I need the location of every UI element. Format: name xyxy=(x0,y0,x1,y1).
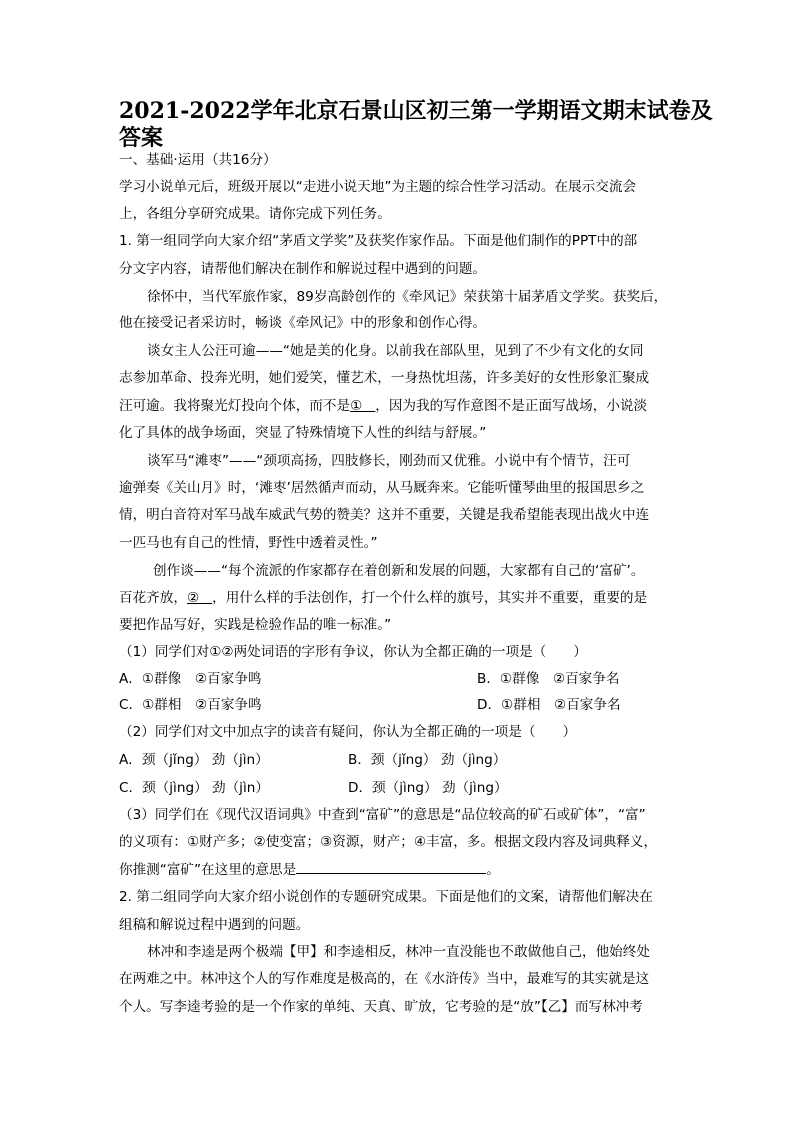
paragraph-line: 逾弹奏《关山月》时，‘滩枣’居然循声而动，从马厩奔来。它能听懂琴曲里的报国思乡之 xyxy=(119,480,645,496)
option-a: A．颈（jǐng） 劲（jìn） xyxy=(119,752,269,768)
paragraph-line xyxy=(119,397,647,415)
text-segment: ，因为我的写作意图不是正面写战场，小说淡 xyxy=(375,398,648,414)
subquestion-2-stem: （2）同学们对文中加点字的读音有疑问，你认为全都正确的一项是（ ） xyxy=(119,724,577,740)
subquestion-3-line xyxy=(119,861,500,879)
option-c: C．颈（jìng） 劲（jìn） xyxy=(119,780,269,796)
paragraph-line: 谈军马“滩枣”——“颈项高扬，四肢修长，刚劲而又优雅。小说中有个情节，汪可 xyxy=(147,453,631,469)
text-segment: 汪可逾。我将聚光灯投向个体，而不是 xyxy=(119,398,351,414)
paragraph-line: 化了具体的战争场面，突显了特殊情境下人性的纠结与舒展。” xyxy=(119,425,487,441)
option-d: D．①群相 ②百家争名 xyxy=(477,697,621,713)
option-b: B．①群像 ②百家争名 xyxy=(477,671,620,687)
intro-line: 学习小说单元后，班级开展以“走进小说天地”为主题的综合性学习活动。在展示交流会 xyxy=(119,179,637,195)
text-segment: 。 xyxy=(486,862,500,878)
document-title-line2: 答案 xyxy=(119,125,164,151)
option-line xyxy=(119,670,620,688)
paragraph-line: 在两难之中。林冲这个人的写作难度是极高的，在《水浒传》当中，最难写的其实就是这 xyxy=(119,971,650,987)
question-2-stem: 组稿和解说过程中遇到的问题。 xyxy=(119,917,310,933)
subquestion-3-line: 的义项有：①财产多；②使变富；③资源，财产；④丰富，多。根据文段内容及词典释义， xyxy=(119,834,658,850)
subquestion-3-line: （3）同学们在《现代汉语词典》中查到“富矿”的意思是“品位较高的矿石或矿体”，“富” xyxy=(119,807,646,823)
paragraph-line: 谈女主人公汪可逾——“她是美的化身。以前我在部队里，见到了不少有文化的女同 xyxy=(147,343,644,359)
option-line xyxy=(119,779,508,797)
option-line xyxy=(119,751,507,769)
section-heading: 一、基础·运用（共16分） xyxy=(119,152,277,168)
option-a: A．①群像 ②百家争鸣 xyxy=(119,671,262,687)
paragraph-line: 一匹马也有自己的性情，野性中透着灵性。” xyxy=(119,535,378,551)
document-title-line1: 2021-2022学年北京石景山区初三第一学期语文期末试卷及 xyxy=(119,98,713,124)
paragraph-line: 志参加革命、投奔光明，她们爱笑，懂艺术，一身热忱坦荡，许多美好的女性形象汇聚成 xyxy=(119,370,650,386)
text-segment: 百花齐放， xyxy=(119,590,187,606)
answer-blank xyxy=(296,861,486,874)
paragraph-line: 个人。写李逵考验的是一个作家的单纯、天真、旷放，它考验的是“放”【乙】而写林冲考 xyxy=(119,999,643,1015)
blank-1: ① xyxy=(350,398,376,414)
paragraph-line: 要把作品写好，实践是检验作品的唯一标准。” xyxy=(119,617,392,633)
option-d: D．颈（jìng） 劲（jìng） xyxy=(348,780,508,796)
question-1-stem: 1. 第一组同学向大家介绍“茅盾文学奖”及获奖作家作品。下面是他们制作的PPT中的部 xyxy=(119,233,638,249)
blank-2: ② xyxy=(186,590,213,606)
option-c: C．①群相 ②百家争鸣 xyxy=(119,697,262,713)
paragraph-line: 情，明白音符对军马战车威武气势的赞美？这并不重要，关键是我希望能表现出战火中连 xyxy=(119,507,650,523)
option-b: B．颈（jǐng） 劲（jìng） xyxy=(348,752,507,768)
intro-line: 上，各组分享研究成果。请你完成下列任务。 xyxy=(119,206,391,222)
text-segment: ，用什么样的手法创作，打一个什么样的旗号，其实并不重要，重要的是 xyxy=(212,590,648,606)
paragraph-line: 徐怀中，当代军旅作家，89岁高龄创作的《牵风记》荣获第十届茅盾文学奖。获奖后， xyxy=(147,289,668,305)
paragraph-line: 他在接受记者采访时，畅谈《牵风记》中的形象和创作心得。 xyxy=(119,315,487,331)
text-segment: 你推测“富矿”在这里的意思是 xyxy=(119,862,297,878)
paragraph-line xyxy=(119,589,647,607)
subquestion-1-stem: （1）同学们对①②两处词语的字形有争议，你认为全都正确的一项是（ ） xyxy=(119,644,588,660)
question-1-stem: 分文字内容，请帮他们解决在制作和解说过程中遇到的问题。 xyxy=(119,261,487,277)
option-line xyxy=(119,696,621,714)
question-2-stem: 2. 第二组同学向大家介绍小说创作的专题研究成果。下面是他们的文案，请帮他们解决在 xyxy=(119,889,653,905)
paragraph-line: 林冲和李逵是两个极端【甲】和李逵相反，林冲一直没能也不敢做他自己，他始终处 xyxy=(147,944,650,960)
paragraph-line: 创作谈——“每个流派的作家都存在着创新和发展的问题，大家都有自己的‘富矿’。 xyxy=(153,563,645,579)
